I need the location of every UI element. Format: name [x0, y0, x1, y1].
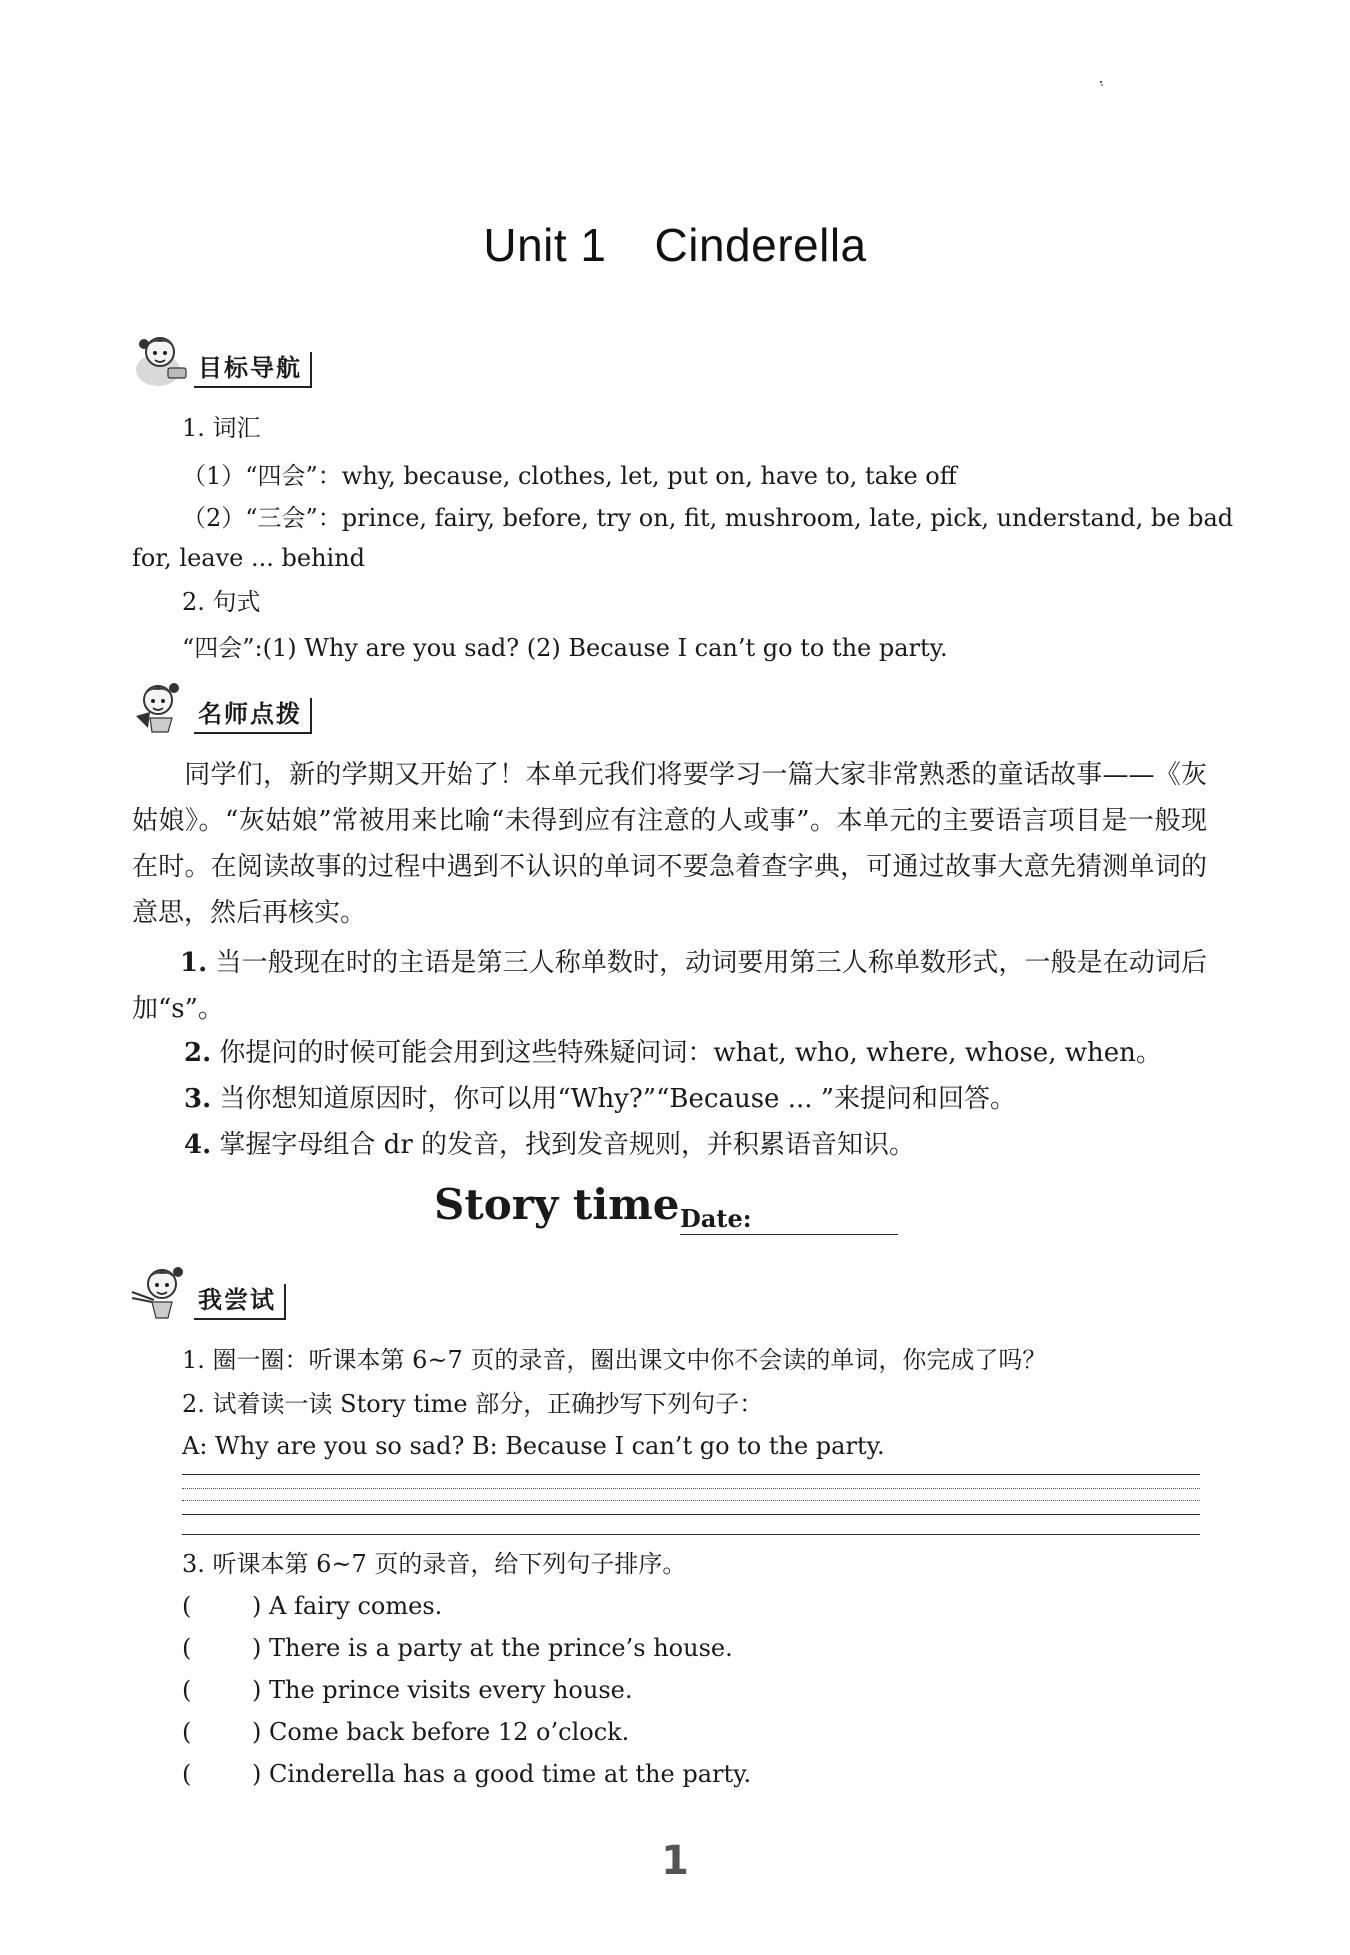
vocab-three-skills-line1: （2）“三会”：prince, fairy, before, try on, fit, mushroom, late, pick, understand, be bad: [182, 504, 1234, 532]
section-goals-title: 目标导航: [194, 352, 312, 388]
writing-line-dotted-1[interactable]: [182, 1488, 1200, 1489]
section-tips-header: [128, 676, 312, 734]
task-3: 3. 听课本第 6~7 页的录音，给下列句子排序。: [182, 1550, 687, 1578]
vocab-three-skills-line2: for, leave ... behind: [132, 544, 366, 572]
section-try-title: 我尝试: [194, 1284, 286, 1320]
unit-number: Unit 1: [483, 219, 607, 271]
tip-1: 1. 当一般现在时的主语是第三人称单数时，动词要用第三人称单数形式，一般是在动词后加“s”。: [132, 948, 1207, 1024]
writing-line-top[interactable]: [182, 1474, 1200, 1475]
vocab-four-skills: （1）“四会”：why, because, clothes, let, put on, have to, take off: [182, 462, 957, 490]
sentence-heading: 2. 句式: [182, 588, 261, 616]
sentence-pattern: “四会”:(1) Why are you sad? (2) Because I can’t go to the party.: [182, 634, 948, 662]
copy-sentence: A: Why are you so sad? B: Because I can’t go to the party.: [182, 1432, 885, 1460]
task-2: 2. 试着读一读 Story time 部分，正确抄写下列句子：: [182, 1390, 764, 1418]
writing-line-bottom[interactable]: [182, 1534, 1200, 1535]
order-item[interactable]: ( ) Cinderella has a good time at the party.: [182, 1760, 752, 1788]
girl-mascot-icon: [128, 676, 194, 734]
ink-speck: [1098, 72, 1104, 80]
order-item[interactable]: ( ) A fairy comes.: [182, 1592, 443, 1620]
unit-name: Cinderella: [654, 219, 867, 271]
tip-2: 2. 你提问的时候可能会用到这些特殊疑问词：what, who, where, whose, when。: [184, 1038, 1162, 1068]
date-blank-line[interactable]: [680, 1234, 898, 1235]
page-number: 1: [661, 1838, 689, 1884]
vocab-heading: 1. 词汇: [182, 414, 261, 442]
task-1: 1. 圈一圈：听课本第 6~7 页的录音，圈出课文中你不会读的单词，你完成了吗？: [182, 1346, 1047, 1374]
girl-mascot-icon: [128, 1262, 194, 1320]
tips-intro: 同学们，新的学期又开始了！本单元我们将要学习一篇大家非常熟悉的童话故事——《灰姑娘》。“灰姑娘”常被用来比喻“未得到应有注意的人或事”。本单元的主要语言项目是一般现在时。在阅读故事的过程中遇到不认识的单词不要急着查字典，可通过故事大意先猜测单词的意思，然后再核实。: [132, 760, 1207, 928]
order-item[interactable]: ( ) There is a party at the prince’s house.: [182, 1634, 733, 1662]
story-time-title: Story time: [434, 1180, 680, 1229]
tip-3: 3. 当你想知道原因时，你可以用“Why?”“Because ... ”来提问和回答。: [184, 1084, 1017, 1114]
section-try-header: [128, 1262, 286, 1320]
date-label: Date:: [680, 1204, 752, 1233]
writing-line-dotted-2[interactable]: [182, 1500, 1200, 1501]
girl-mascot-icon: [128, 330, 194, 388]
unit-title: [0, 218, 1350, 272]
order-item[interactable]: ( ) Come back before 12 o’clock.: [182, 1718, 630, 1746]
section-tips-title: 名师点拨: [194, 698, 312, 734]
tip-4: 4. 掌握字母组合 dr 的发音，找到发音规则，并积累语音知识。: [184, 1130, 916, 1160]
section-goals-header: [128, 330, 312, 388]
writing-line-middle[interactable]: [182, 1514, 1200, 1515]
order-item[interactable]: ( ) The prince visits every house.: [182, 1676, 633, 1704]
